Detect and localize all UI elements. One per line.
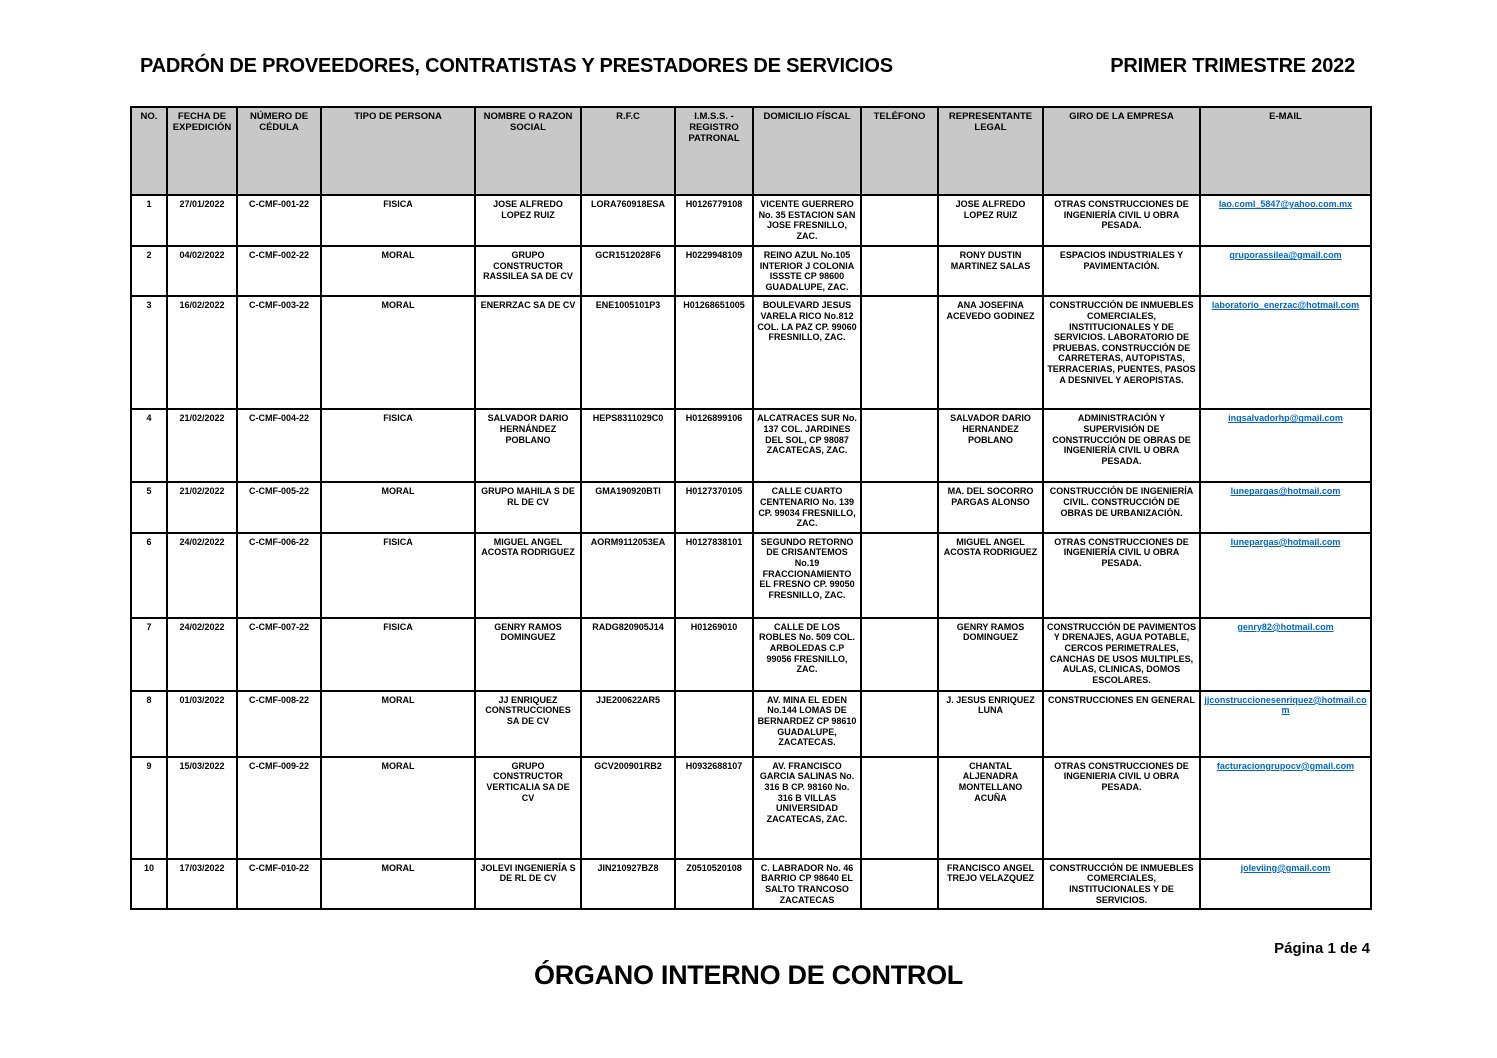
- cell-telefono: [861, 409, 938, 482]
- table-row: [131, 195, 1371, 246]
- cell-rfc: GMA190920BTI: [581, 482, 675, 532]
- cell-no: 3: [131, 296, 167, 409]
- providers-table: [130, 106, 1372, 910]
- column-header-9: TELÉFONO: [861, 107, 938, 195]
- cell-no: 2: [131, 246, 167, 296]
- cell-rfc: GCV200901RB2: [581, 757, 675, 859]
- cell-imss: H0229948109: [675, 246, 753, 296]
- cell-representante: MA. DEL SOCORRO PARGAS ALONSO: [938, 482, 1043, 532]
- cell-no: 8: [131, 691, 167, 757]
- email-link[interactable]: lunepargas@hotmail.com: [1230, 536, 1341, 547]
- cell-giro: ADMINISTRACIÓN Y SUPERVISIÓN DE CONSTRUCCIÓN DE OBRAS DE INGENIERÍA CIVIL U OBRA PESADA.: [1043, 409, 1200, 482]
- cell-giro: CONSTRUCCIONES EN GENERAL: [1043, 691, 1200, 757]
- table-row: [131, 482, 1371, 532]
- email-link[interactable]: joleviing@gmail.com: [1240, 862, 1331, 873]
- period-label: PRIMER TRIMESTRE 2022: [1110, 55, 1355, 77]
- cell-telefono: [861, 859, 938, 909]
- cell-telefono: [861, 691, 938, 757]
- cell-imss: H0126899106: [675, 409, 753, 482]
- cell-email: [1200, 482, 1371, 532]
- cell-representante: ANA JOSEFINA ACEVEDO GODINEZ: [938, 296, 1043, 409]
- document-header: [0, 0, 1497, 78]
- cell-rfc: AORM9112053EA: [581, 533, 675, 618]
- cell-telefono: [861, 618, 938, 691]
- column-header-8: DOMICILIO FÍSCAL: [753, 107, 861, 195]
- cell-representante: RONY DUSTIN MARTINEZ SALAS: [938, 246, 1043, 296]
- cell-fecha: 21/02/2022: [167, 482, 237, 532]
- cell-imss: H0932688107: [675, 757, 753, 859]
- cell-tipo: MORAL: [321, 859, 475, 909]
- cell-no: 9: [131, 757, 167, 859]
- page-title: PADRÓN DE PROVEEDORES, CONTRATISTAS Y PRESTADORES DE SERVICIOS: [140, 55, 893, 77]
- cell-domicilio: ALCATRACES SUR No. 137 COL. JARDINES DEL SOL, CP 98087 ZACATECAS, ZAC.: [753, 409, 861, 482]
- cell-fecha: 24/02/2022: [167, 533, 237, 618]
- cell-fecha: 24/02/2022: [167, 618, 237, 691]
- table-header-row: [131, 107, 1371, 195]
- column-header-2: FECHA DE EXPEDICIÓN: [167, 107, 237, 195]
- cell-representante: GENRY RAMOS DOMINGUEZ: [938, 618, 1043, 691]
- cell-domicilio: REINO AZUL No.105 INTERIOR J COLONIA ISSSTE CP 98600 GUADALUPE, ZAC.: [753, 246, 861, 296]
- email-link[interactable]: gruporassilea@gmail.com: [1229, 250, 1342, 260]
- cell-tipo: MORAL: [321, 296, 475, 409]
- page-number: Página 1 de 4: [1274, 940, 1370, 957]
- cell-domicilio: VICENTE GUERRERO No. 35 ESTACION SAN JOSE FRESNILLO, ZAC.: [753, 195, 861, 246]
- cell-fecha: 17/03/2022: [167, 859, 237, 909]
- cell-domicilio: BOULEVARD JESUS VARELA RICO No.812 COL. LA PAZ CP. 99060 FRESNILLO, ZAC.: [753, 296, 861, 409]
- cell-email: [1200, 296, 1371, 409]
- table-row: [131, 409, 1371, 482]
- cell-email: [1200, 757, 1371, 859]
- cell-nombre: GRUPO CONSTRUCTOR VERTICALIA SA DE CV: [475, 757, 581, 859]
- cell-giro: ESPACIOS INDUSTRIALES Y PAVIMENTACIÓN.: [1043, 246, 1200, 296]
- table-row: [131, 757, 1371, 859]
- cell-email: [1200, 533, 1371, 618]
- cell-cedula: C-CMF-009-22: [237, 757, 321, 859]
- email-link[interactable]: lunepargas@hotmail.com: [1230, 486, 1341, 497]
- cell-email: [1200, 195, 1371, 246]
- cell-email: [1200, 618, 1371, 691]
- cell-no: 10: [131, 859, 167, 909]
- cell-rfc: LORA760918ESA: [581, 195, 675, 246]
- cell-tipo: FISICA: [321, 409, 475, 482]
- table-row: [131, 691, 1371, 757]
- cell-domicilio: SEGUNDO RETORNO DE CRISANTEMOS No.19 FRACCIONAMIENTO EL FRESNO CP. 99050 FRESNILLO, ZAC.: [753, 533, 861, 618]
- cell-fecha: 21/02/2022: [167, 409, 237, 482]
- cell-fecha: 16/02/2022: [167, 296, 237, 409]
- cell-email: [1200, 859, 1371, 909]
- cell-nombre: SALVADOR DARIO HERNÁNDEZ POBLANO: [475, 409, 581, 482]
- cell-tipo: MORAL: [321, 757, 475, 859]
- email-link[interactable]: lao.coml_5847@yahoo.com.mx: [1218, 199, 1353, 209]
- cell-representante: CHANTAL ALJENADRA MONTELLANO ACUÑA: [938, 757, 1043, 859]
- cell-fecha: 01/03/2022: [167, 691, 237, 757]
- cell-nombre: GRUPO CONSTRUCTOR RASSILEA SA DE CV: [475, 246, 581, 296]
- column-header-11: GIRO DE LA EMPRESA: [1043, 107, 1200, 195]
- cell-domicilio: CALLE CUARTO CENTENARIO No. 139 CP. 99034 FRESNILLO, ZAC.: [753, 482, 861, 532]
- column-header-7: I.M.S.S. - REGISTRO PATRONAL: [675, 107, 753, 195]
- cell-giro: CONSTRUCCIÓN DE PAVIMENTOS Y DRENAJES, AGUA POTABLE, CERCOS PERIMETRALES, CANCHAS DE USOS MULTIPLES, AULAS, CLINICAS, DOMOS ESCOLARES.: [1043, 618, 1200, 691]
- cell-domicilio: C. LABRADOR No. 46 BARRIO CP 98640 EL SALTO TRANCOSO ZACATECAS: [753, 859, 861, 909]
- table-body: [131, 195, 1371, 909]
- cell-telefono: [861, 533, 938, 618]
- cell-rfc: JJE200622AR5: [581, 691, 675, 757]
- email-link[interactable]: genry82@hotmail.com: [1237, 621, 1334, 632]
- column-header-3: NÚMERO DE CÉDULA: [237, 107, 321, 195]
- cell-domicilio: AV. FRANCISCO GARCIA SALINAS No. 316 B CP. 98160 No. 316 B VILLAS UNIVERSIDAD ZACATECAS, ZAC.: [753, 757, 861, 859]
- cell-representante: J. JESUS ENRIQUEZ LUNA: [938, 691, 1043, 757]
- cell-tipo: FISICA: [321, 533, 475, 618]
- cell-nombre: MIGUEL ANGEL ACOSTA RODRIGUEZ: [475, 533, 581, 618]
- cell-nombre: GRUPO MAHILA S DE RL DE CV: [475, 482, 581, 532]
- cell-giro: CONSTRUCCIÓN DE INGENIERÍA CIVIL. CONSTRUCCIÓN DE OBRAS DE URBANIZACIÓN.: [1043, 482, 1200, 532]
- cell-email: [1200, 409, 1371, 482]
- cell-giro: OTRAS CONSTRUCCIONES DE INGENIERÍA CIVIL U OBRA PESADA.: [1043, 533, 1200, 618]
- cell-cedula: C-CMF-006-22: [237, 533, 321, 618]
- email-link[interactable]: jjconstruccionesenriquez@hotmail.com: [1204, 694, 1367, 716]
- cell-representante: MIGUEL ANGEL ACOSTA RODRIGUEZ: [938, 533, 1043, 618]
- cell-cedula: C-CMF-008-22: [237, 691, 321, 757]
- cell-cedula: C-CMF-002-22: [237, 246, 321, 296]
- cell-cedula: C-CMF-010-22: [237, 859, 321, 909]
- cell-nombre: JOSE ALFREDO LOPEZ RUIZ: [475, 195, 581, 246]
- cell-nombre: JJ ENRIQUEZ CONSTRUCCIONES SA DE CV: [475, 691, 581, 757]
- cell-cedula: C-CMF-007-22: [237, 618, 321, 691]
- cell-telefono: [861, 246, 938, 296]
- cell-rfc: ENE1005101P3: [581, 296, 675, 409]
- cell-rfc: HEPS8311029C0: [581, 409, 675, 482]
- cell-nombre: GENRY RAMOS DOMINGUEZ: [475, 618, 581, 691]
- footer-title: ÓRGANO INTERNO DE CONTROL: [534, 960, 963, 990]
- cell-giro: OTRAS CONSTRUCCIONES DE INGENIERÍA CIVIL U OBRA PESADA.: [1043, 195, 1200, 246]
- column-header-6: R.F.C: [581, 107, 675, 195]
- cell-email: [1200, 246, 1371, 296]
- table-row: [131, 618, 1371, 691]
- email-link[interactable]: facturaciongrupocv@gmail.com: [1216, 760, 1355, 771]
- cell-rfc: GCR1512028F6: [581, 246, 675, 296]
- column-header-10: REPRESENTANTE LEGAL: [938, 107, 1043, 195]
- cell-telefono: [861, 757, 938, 859]
- cell-cedula: C-CMF-001-22: [237, 195, 321, 246]
- cell-cedula: C-CMF-003-22: [237, 296, 321, 409]
- cell-giro: CONSTRUCCIÓN DE INMUEBLES COMERCIALES, INSTITUCIONALES Y DE SERVICIOS.: [1043, 859, 1200, 909]
- column-header-1: NO.: [131, 107, 167, 195]
- cell-nombre: JOLEVI INGENIERÍA S DE RL DE CV: [475, 859, 581, 909]
- cell-telefono: [861, 296, 938, 409]
- cell-tipo: MORAL: [321, 691, 475, 757]
- cell-imss: [675, 691, 753, 757]
- cell-domicilio: CALLE DE LOS ROBLES No. 509 COL. ARBOLEDAS C.P 99056 FRESNILLO, ZAC.: [753, 618, 861, 691]
- cell-representante: FRANCISCO ANGEL TREJO VELAZQUEZ: [938, 859, 1043, 909]
- cell-tipo: MORAL: [321, 482, 475, 532]
- cell-imss: Z0510520108: [675, 859, 753, 909]
- cell-giro: CONSTRUCCIÓN DE INMUEBLES COMERCIALES, INSTITUCIONALES Y DE SERVICIOS. LABORATORIO DE PRUEBAS. CONSTRUCCIÓN DE CARRETERAS, AUTOPISTAS, TERRACERIAS, PUENTES, PASOS A DESNIVEL Y AEROPISTAS.: [1043, 296, 1200, 409]
- cell-tipo: MORAL: [321, 246, 475, 296]
- cell-no: 6: [131, 533, 167, 618]
- cell-rfc: RADG820905J14: [581, 618, 675, 691]
- cell-no: 4: [131, 409, 167, 482]
- cell-no: 5: [131, 482, 167, 532]
- column-header-4: TIPO DE PERSONA: [321, 107, 475, 195]
- email-link[interactable]: laboratorio_enerzac@hotmail.com: [1211, 300, 1360, 311]
- cell-imss: H01268651005: [675, 296, 753, 409]
- cell-cedula: C-CMF-004-22: [237, 409, 321, 482]
- table-row: [131, 859, 1371, 909]
- cell-imss: H0126779108: [675, 195, 753, 246]
- cell-representante: SALVADOR DARIO HERNANDEZ POBLANO: [938, 409, 1043, 482]
- cell-fecha: 15/03/2022: [167, 757, 237, 859]
- cell-cedula: C-CMF-005-22: [237, 482, 321, 532]
- cell-no: 7: [131, 618, 167, 691]
- cell-telefono: [861, 195, 938, 246]
- cell-imss: H0127370105: [675, 482, 753, 532]
- cell-imss: H0127838101: [675, 533, 753, 618]
- cell-telefono: [861, 482, 938, 532]
- column-header-12: E-MAIL: [1200, 107, 1371, 195]
- cell-rfc: JIN210927BZ8: [581, 859, 675, 909]
- cell-fecha: 27/01/2022: [167, 195, 237, 246]
- table-row: [131, 533, 1371, 618]
- column-header-5: NOMBRE O RAZON SOCIAL: [475, 107, 581, 195]
- table-row: [131, 296, 1371, 409]
- cell-no: 1: [131, 195, 167, 246]
- cell-representante: JOSE ALFREDO LOPEZ RUIZ: [938, 195, 1043, 246]
- cell-tipo: FISICA: [321, 195, 475, 246]
- table-row: [131, 246, 1371, 296]
- cell-imss: H01269010: [675, 618, 753, 691]
- cell-fecha: 04/02/2022: [167, 246, 237, 296]
- cell-domicilio: AV. MINA EL EDEN No.144 LOMAS DE BERNARDEZ CP 98610 GUADALUPE, ZACATECAS.: [753, 691, 861, 757]
- cell-email: [1200, 691, 1371, 757]
- cell-tipo: FISICA: [321, 618, 475, 691]
- email-link[interactable]: ingsalvadorhp@gmail.com: [1228, 413, 1343, 424]
- cell-giro: OTRAS CONSTRUCCIONES DE INGENIERIA CIVIL U OBRA PESADA.: [1043, 757, 1200, 859]
- cell-nombre: ENERRZAC SA DE CV: [475, 296, 581, 409]
